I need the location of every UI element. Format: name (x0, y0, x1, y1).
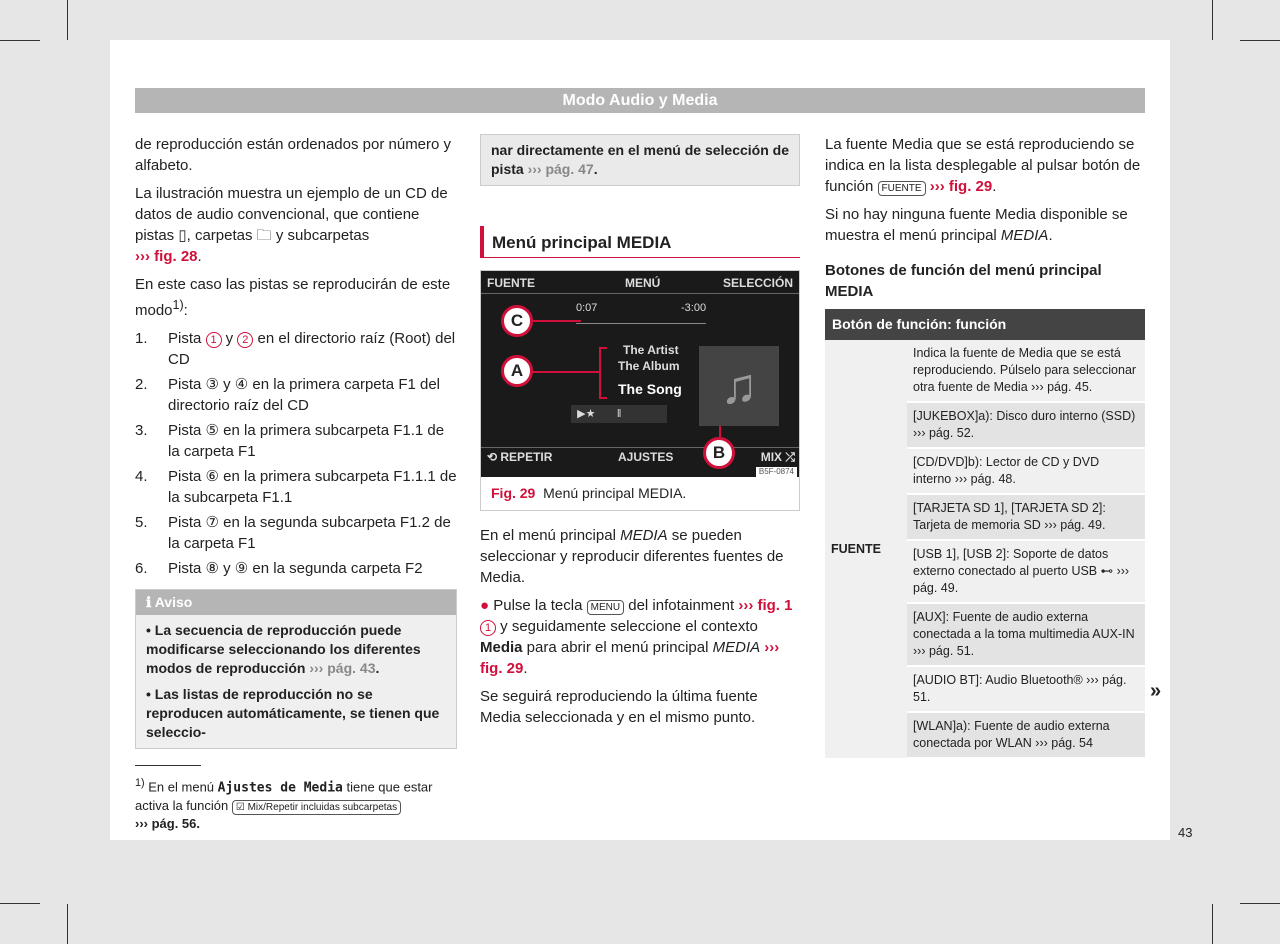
footnote-divider (135, 765, 201, 766)
text: MEDIA (1000, 227, 1049, 244)
callout-number: 1 (480, 620, 496, 636)
notice-box (135, 589, 457, 749)
table-row: [USB 1], [USB 2]: Soporte de datos externo conectado al puerto USB ⊷ ››› pág. 49. (907, 540, 1145, 603)
item-number: 5. (135, 514, 148, 531)
page-link[interactable]: ››› pág. 43 (309, 660, 376, 676)
text: REPETIR (500, 450, 553, 464)
notice-continuation: nar directamente en el menú de selección de pista ››› pág. 47. (480, 134, 800, 186)
table-row: [TARJETA SD 1], [TARJETA SD 2]: Tarjeta de memoria SD ››› pág. 49. (907, 494, 1145, 540)
notice-title (136, 590, 456, 615)
figure-caption (481, 477, 799, 510)
progress-bar (576, 323, 706, 324)
text: y (221, 330, 238, 347)
screen-fuente: FUENTE (487, 276, 535, 290)
list-item (135, 466, 457, 508)
arrow: ››› (135, 248, 150, 265)
item-number: 3. (135, 422, 148, 439)
function-table (825, 309, 1145, 759)
text: La ilustración muestra un ejemplo de un CD de datos de audio convencional, que contiene pistas (135, 185, 448, 244)
text: nar directamente en el menú de selección de pista (491, 142, 789, 177)
text: En este caso las pistas se reproducirán de este modo (135, 276, 451, 319)
callout-a: A (501, 355, 533, 387)
mix-option-key: ☑ Mix/Repetir incluidas subcarpetas (232, 800, 401, 815)
paragraph (480, 525, 800, 588)
continue-arrow: » (1150, 680, 1162, 702)
list-item (135, 328, 457, 370)
fig-link[interactable]: ››› fig. 1 (738, 597, 793, 614)
screen-artist: The Artist (623, 343, 679, 357)
paragraph: La ilustración muestra un ejemplo de un CD de datos de audio convencional, que contiene pistas ▯, carpetas 🗀 y subcarpetas ››› fig. 28. (135, 185, 448, 265)
page-link[interactable]: ››› pág. 56. (135, 816, 201, 832)
table-row: [WLAN]a): Fuente de audio externa conectada por WLAN ››› pág. 54 (907, 712, 1145, 758)
fig-link[interactable]: ››› fig. 29 (929, 178, 993, 195)
menu-key: MENU (587, 600, 624, 615)
table-row: Indica la fuente de Media que se está reproduciendo. Púlselo para seleccionar otra fuente de Media ››› pág. 45. (907, 340, 1145, 402)
track-icon: ▯ (178, 227, 187, 244)
crop-mark (1240, 903, 1280, 904)
page-number: 43 (1178, 825, 1193, 840)
table-cell-source: FUENTE (825, 340, 907, 758)
text: MEDIA (620, 527, 668, 544)
table-row: [JUKEBOX]a): Disco duro interno (SSD) ››› pág. 52. (907, 402, 1145, 448)
text: En el menú (148, 779, 218, 795)
crop-mark (0, 40, 40, 41)
text: Pista ⑤ en la primera subcarpeta F1.1 de la carpeta F1 (168, 422, 445, 460)
info-icon: ℹ (146, 594, 152, 610)
text: La secuencia de reproducción puede modificarse seleccionando los diferentes modos de reproducción (146, 622, 421, 676)
screen-repetir: ⟲ REPETIR (487, 450, 553, 464)
text: en el directorio raíz (Root) del CD (168, 330, 456, 368)
text: del infotainment (624, 597, 739, 614)
screen-song: The Song (618, 381, 682, 397)
list-item (135, 374, 457, 416)
table-row: [CD/DVD]b): Lector de CD y DVD interno ››› pág. 48. (907, 448, 1145, 494)
paragraph: En este caso las pistas se reproducirán de este modo$^{1)}$: (135, 276, 451, 319)
text: y seguidamente seleccione el contexto (496, 618, 758, 635)
paragraph: ● Pulse la tecla MENU del infotainment ››› fig. 1 1 y seguidamente seleccione el contexto Media para abrir el menú principal MEDIA ››› fig. 29. (480, 597, 793, 677)
right-column (825, 134, 1145, 759)
item-number: 6. (135, 560, 148, 577)
item-number: 1. (135, 330, 148, 347)
bullet: • Las listas de reproducción no se reproducen automáticamente, se tienen que seleccio- (146, 686, 440, 740)
fig-link[interactable]: fig. 28 (154, 248, 198, 265)
folder-icon: 🗀 (256, 227, 272, 244)
crop-mark (67, 0, 68, 40)
section-header: Modo Audio y Media (135, 88, 1145, 113)
figure-code: B5F-0874 (756, 467, 797, 477)
playback-controls: ▶★ ‖ (571, 405, 667, 423)
text: Si no hay ninguna fuente Media disponible se muestra el menú principal (825, 206, 1128, 244)
list-item (135, 512, 457, 554)
text: , carpetas (186, 227, 257, 244)
track-number: 2 (237, 332, 253, 348)
music-note-icon: ♫ (699, 346, 779, 426)
text: para abrir el menú principal (522, 639, 713, 656)
track-order-list (135, 328, 457, 579)
text: se pueden seleccionar y reproducir diferentes fuentes de Media. (480, 527, 784, 586)
subheading: Botones de función del menú principal MEDIA (825, 262, 1102, 300)
bullet: • La secuencia de reproducción puede modificarse seleccionando los diferentes modos de reproducción ››› pág. 43. (146, 622, 421, 676)
page-link[interactable]: ››› pág. 47 (527, 161, 594, 177)
text: Pista (168, 330, 206, 347)
text: Menú principal MEDIA. (543, 485, 687, 501)
text: y subcarpetas (271, 227, 370, 244)
screen-seleccion: SELECCIÓN (722, 276, 793, 290)
table-row: [AUX]: Fuente de audio externa conectada a la toma multimedia AUX-IN ››› pág. 51. (907, 603, 1145, 666)
text: En el menú principal (480, 527, 621, 544)
text: Aviso (154, 594, 193, 610)
paragraph: Se seguirá reproduciendo la última fuente Media seleccionada y en el mismo punto. (480, 688, 758, 726)
screen-mix: MIX ⤮ (760, 450, 795, 464)
callout-b: B (703, 437, 735, 469)
footnote (135, 774, 465, 833)
screen-time: 0:07 (576, 302, 598, 314)
paragraph: de reproducción están ordenados por número y alfabeto. (135, 136, 452, 174)
paragraph: La fuente Media que se está reproduciendo se indica en la lista desplegable al pulsar botón de función FUENTE ››› fig. 29. (825, 136, 1141, 195)
menu-name: Ajustes de Media (217, 780, 343, 796)
item-number: 2. (135, 376, 148, 393)
text: Media (480, 639, 523, 656)
paragraph: Si no hay ninguna fuente Media disponible se muestra el menú principal MEDIA. (825, 206, 1128, 244)
screen-ajustes: AJUSTES (618, 450, 674, 464)
media-screen-image (481, 271, 799, 477)
list-item (135, 420, 457, 462)
footnote-mark: 1) (135, 777, 145, 789)
text: Pista ⑦ en la segunda subcarpeta F1.2 de la carpeta F1 (168, 514, 451, 552)
text: Pulse la tecla (493, 597, 587, 614)
item-number: 4. (135, 468, 148, 485)
list-item (135, 558, 457, 579)
figure-29 (480, 270, 800, 511)
crop-mark (67, 904, 68, 944)
middle-column (480, 134, 800, 735)
screen-album: The Album (618, 359, 680, 373)
crop-mark (1212, 0, 1213, 40)
callout-c: C (501, 305, 533, 337)
footnote-ref[interactable]: 1) (172, 298, 184, 312)
table-row: [AUDIO BT]: Audio Bluetooth® ››› pág. 51. (907, 666, 1145, 712)
fig-label: Fig. 29 (491, 485, 536, 501)
text: tiene que estar activa la función (135, 779, 433, 814)
table-header: Botón de función: función (825, 309, 1145, 340)
text: MIX (760, 450, 783, 464)
fig-link[interactable]: ››› fig. 29 (480, 639, 780, 677)
crop-mark (1240, 40, 1280, 41)
left-column (135, 134, 457, 749)
text: Pista ③ y ④ en la primera carpeta F1 del directorio raíz del CD (168, 376, 441, 414)
text: Pista ⑧ y ⑨ en la segunda carpeta F2 (168, 560, 423, 577)
text: Pista ⑥ en la primera subcarpeta F1.1.1 de la subcarpeta F1.1 (168, 468, 457, 506)
text: Las listas de reproducción no se reproducen automáticamente, se tienen que seleccio- (146, 686, 440, 740)
crop-mark (0, 903, 40, 904)
section-heading: Menú principal MEDIA (480, 226, 800, 258)
screen-remaining: -3:00 (681, 302, 707, 314)
track-number: 1 (206, 332, 222, 348)
crop-mark (1212, 904, 1213, 944)
text: MEDIA (712, 639, 761, 656)
screen-menu: MENÚ (625, 276, 661, 290)
fuente-key: FUENTE (878, 181, 926, 196)
text: La fuente Media que se está reproduciendo se indica en la lista desplegable al pulsar botón de función (825, 136, 1141, 195)
